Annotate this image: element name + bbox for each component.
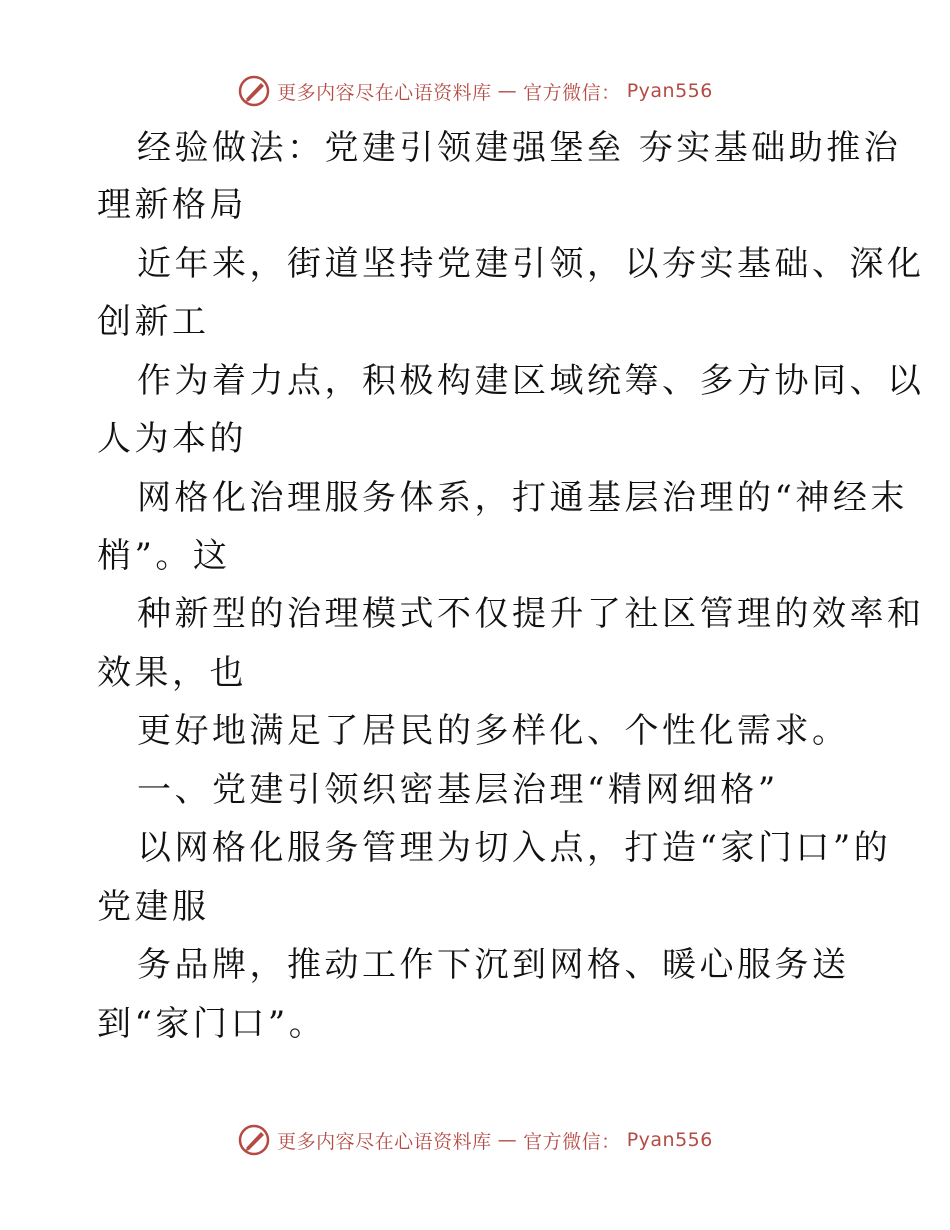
watermark-separator: — xyxy=(497,1129,518,1151)
paragraph-line: 效果，也 xyxy=(97,653,247,693)
paragraph-line: 到“家门口”。 xyxy=(97,1004,327,1044)
watermark-text: 更多内容尽在心语资料库 xyxy=(277,1130,492,1153)
watermark-wechat-id: Pyan556 xyxy=(626,80,713,102)
watermark-separator: — xyxy=(497,80,518,102)
document-title-line-2: 理新格局 xyxy=(97,185,247,225)
paragraph-line: 人为本的 xyxy=(97,419,247,459)
quill-pen-logo-icon xyxy=(237,74,271,108)
footer-watermark xyxy=(0,1120,950,1160)
paragraph-line: 创新工 xyxy=(97,302,210,342)
section-heading: 一、党建引领织密基层治理“精网细格” xyxy=(137,770,779,810)
paragraph-line: 党建服 xyxy=(97,887,210,927)
paragraph-line: 更好地满足了居民的多样化、个性化需求。 xyxy=(137,711,850,751)
watermark-wechat-label: 官方微信： xyxy=(523,1130,621,1153)
paragraph-line: 以网格化服务管理为切入点，打造“家门口”的 xyxy=(137,828,892,868)
document-title-line-1: 经验做法：党建引领建强堡垒 夯实基础助推治 xyxy=(137,128,902,168)
paragraph-line: 网格化治理服务体系，打通基层治理的“神经末 xyxy=(137,478,908,518)
paragraph-line: 务品牌，推动工作下沉到网格、暖心服务送 xyxy=(137,945,850,985)
quill-pen-logo-icon xyxy=(237,1123,271,1157)
header-watermark xyxy=(0,71,950,111)
paragraph-line: 种新型的治理模式不仅提升了社区管理的效率和 xyxy=(137,594,925,634)
paragraph-line: 近年来，街道坚持党建引领，以夯实基础、深化 xyxy=(137,244,925,284)
paragraph-line: 作为着力点，积极构建区域统筹、多方协同、以 xyxy=(137,361,925,401)
watermark-wechat-label: 官方微信： xyxy=(523,81,621,104)
watermark-wechat-id: Pyan556 xyxy=(626,1129,713,1151)
paragraph-line: 梢”。这 xyxy=(97,536,231,576)
watermark-text: 更多内容尽在心语资料库 xyxy=(277,81,492,104)
